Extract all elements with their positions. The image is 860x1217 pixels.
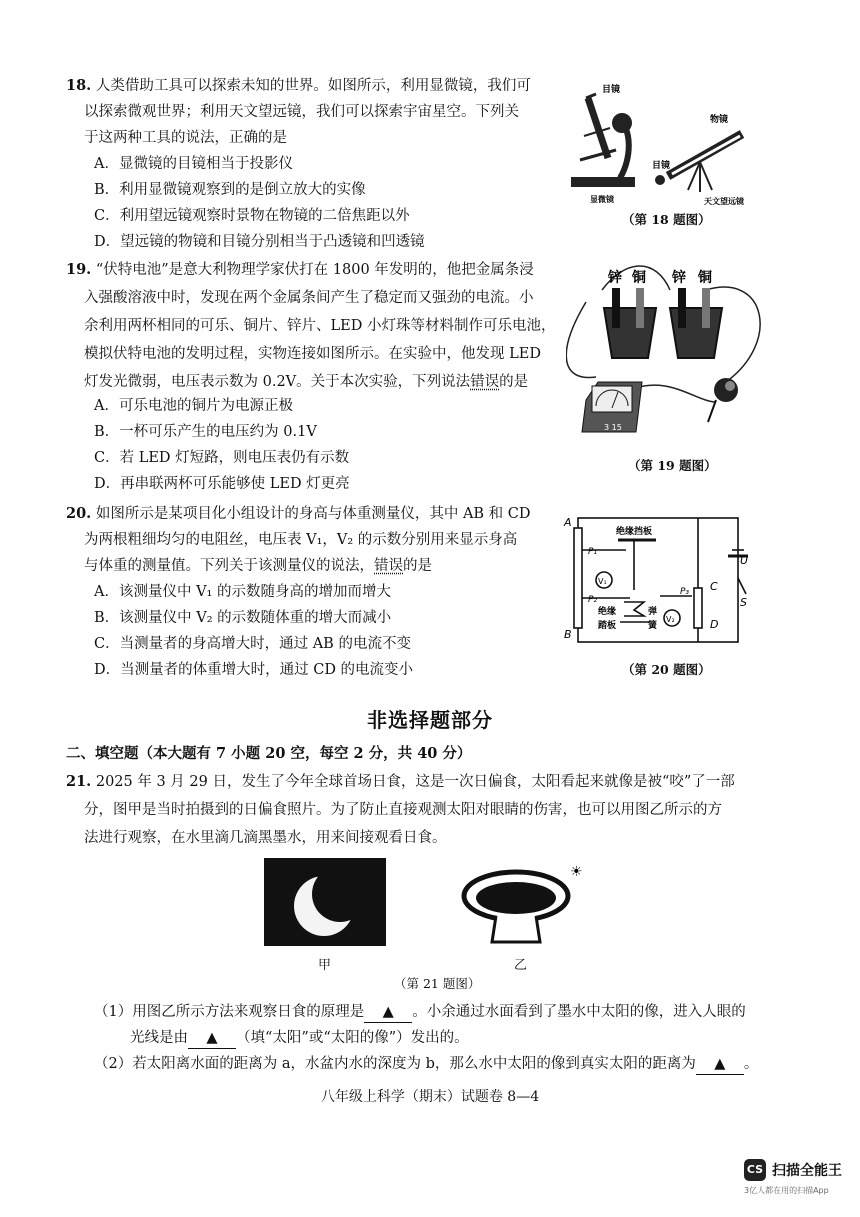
q20-option-d: D．当测量者的体重增大时，通过 CD 的电流变小 (94, 662, 414, 678)
figure-label-a: 甲 (318, 958, 332, 973)
solar-eclipse-drawing (264, 858, 386, 946)
answer-blank-1[interactable]: ▲ (364, 1002, 412, 1023)
q20-option-b: B．该测量仪中 V₂ 的示数随体重的增大而减小 (94, 610, 392, 626)
q20-figure (560, 510, 760, 650)
q20-figure-caption: （第 20 题图） (622, 662, 711, 677)
label-p1: P₁ (588, 547, 598, 557)
q19-text-1: “伏特电池”是意大利物理学家伏打在 1800 年发明的，他把金属条浸 (95, 262, 534, 278)
label-d: D (710, 618, 719, 631)
copper-label-2: 铜 (698, 270, 712, 286)
zinc-label-2: 锌 (672, 270, 686, 286)
label-spring-1: 弹 (648, 607, 658, 617)
q19-line-1 (66, 260, 534, 280)
q20-text-2: 为两根粗细均匀的电阻丝，电压表 V₁，V₂ 的示数分别用来显示身高 (84, 532, 518, 548)
microscope-drawing (572, 94, 634, 186)
led-drawing (708, 378, 738, 422)
q19-text-2: 入强酸溶液中时，发现在两个金属条间产生了稳定而又强劲的电流。小 (84, 290, 534, 306)
q18-option-b: B．利用显微镜观察到的是倒立放大的实像 (94, 182, 366, 198)
q21-text-2: 分，图甲是当时拍摄到的日偏食照片。为了防止直接观测太阳对眼睛的伤害，也可以用图乙所示的方 (84, 802, 722, 818)
answer-blank-3[interactable]: ▲ (696, 1054, 744, 1075)
q21-figure-caption: （第 21 题图） (394, 976, 481, 991)
q20-number: 20. (66, 505, 92, 522)
telescope-objective-label: 物镜 (710, 115, 729, 125)
label-u: U (740, 554, 749, 567)
q20-option-a: A．该测量仪中 V₁ 的示数随身高的增加而增大 (94, 584, 391, 600)
q21-line-1 (66, 772, 735, 792)
label-spring-2: 簧 (648, 621, 658, 631)
q19-option-d: D．再串联两杯可乐能够使 LED 灯更亮 (94, 476, 350, 492)
q19-figure-caption: （第 19 题图） (628, 458, 717, 473)
q19-number: 19. (66, 261, 92, 278)
q20-emphasis: 错误 (374, 558, 403, 574)
q20-tail: 的是 (403, 558, 432, 574)
q18-option-a: A．显微镜的目镜相当于投影仪 (94, 156, 293, 172)
scanner-app-slogan: 3亿人都在用的扫描App (744, 1186, 829, 1195)
label-plate-1: 绝缘 (598, 607, 617, 617)
q19-text-5: 灯发光微弱，电压表示数为 0.2V。关于本次实验，下列说法 (84, 374, 471, 390)
q18-figure (560, 78, 760, 213)
page-footer: 八年级上科学（期末）试题卷 8—4 (320, 1089, 540, 1105)
label-c: C (710, 580, 718, 593)
microscope-eyepiece-label: 目镜 (602, 85, 621, 95)
zinc-label-1: 锌 (608, 270, 622, 286)
q18-number: 18. (66, 77, 92, 94)
copper-label-1: 铜 (632, 270, 646, 286)
q18-text-2: 以探索微观世界；利用天文望远镜，我们可以探索宇宙星空。下列关 (84, 104, 519, 120)
scanner-app-name: 扫描全能王 (772, 1163, 842, 1179)
label-p3: P₃ (680, 587, 690, 597)
q18-option-d: D．望远镜的物镜和目镜分别相当于凸透镜和凹透镜 (94, 234, 425, 250)
label-plate-2: 踏板 (598, 621, 617, 631)
q21-text-3: 法进行观察，在水里滴几滴黑墨水，用来间接观看日食。 (84, 830, 447, 846)
voltmeter-scale-label: 3 15 (604, 423, 622, 432)
microscope-label: 显微镜 (590, 195, 614, 204)
label-p2: P₂ (588, 595, 598, 605)
scanner-watermark (744, 1159, 844, 1199)
label-b: B (564, 628, 572, 641)
telescope-eyepiece-label: 目镜 (652, 161, 671, 171)
q19-emphasis: 错误 (470, 374, 500, 390)
telescope-label: 天文望远镜 (704, 197, 744, 206)
q19-tail: 的是 (499, 374, 529, 390)
solar-eclipse-photo (264, 858, 386, 946)
q21-sub2-line (94, 1054, 758, 1075)
q21-sub1-line-2 (130, 1028, 469, 1049)
q21-sub1-text-d: （填“太阳”或“太阳的像”）发出的。 (236, 1030, 469, 1046)
cola-cup-left (604, 288, 656, 358)
q21-sub2-text-a: （2）若太阳离水面的距离为 a，水盆内水的深度为 b，那么水中太阳的像到真实太阳的距离为 (94, 1056, 696, 1072)
q19-option-a: A．可乐电池的铜片为电源正极 (94, 398, 293, 414)
water-basin-figure (460, 858, 590, 948)
q19-line-5 (84, 372, 528, 392)
q18-text-1: 人类借助工具可以探索未知的世界。如图所示，利用显微镜，我们可 (95, 78, 531, 94)
q20-line-3 (84, 556, 432, 576)
label-v1: V₁ (598, 577, 607, 586)
q21-text-1: 2025 年 3 月 29 日，发生了今年全球首场日食，这是一次日偏食，太阳看起来就像是被“咬”了一部 (95, 774, 735, 790)
scanner-logo-icon: CS (744, 1159, 766, 1181)
q18-figure-caption: （第 18 题图） (622, 212, 711, 227)
q19-figure (566, 262, 776, 452)
section-heading: 二、填空题（本大题有 7 小题 20 空，每空 2 分，共 40 分） (66, 745, 472, 762)
q21-sub1-text-a: （1）用图乙所示方法来观察日食的原理是 (94, 1004, 365, 1020)
figure-label-b: 乙 (514, 958, 528, 973)
q20-option-c: C．当测量者的身高增大时，通过 AB 的电流不变 (94, 636, 411, 652)
sun-symbol: ☀ (570, 864, 583, 880)
q21-number: 21. (66, 773, 92, 790)
section-title: 非选择题部分 (367, 708, 493, 732)
q20-text-1: 如图所示是某项目化小组设计的身高与体重测量仪，其中 AB 和 CD (95, 506, 531, 522)
q18-text-3: 于这两种工具的说法，正确的是 (84, 130, 287, 146)
label-v2: V₂ (666, 615, 675, 624)
label-a: A (564, 516, 572, 529)
q19-text-4: 模拟伏特电池的发明过程，实物连接如图所示。在实验中，他发现 LED (84, 346, 541, 362)
q19-option-b: B．一杯可乐产生的电压约为 0.1V (94, 424, 317, 440)
label-s: S (740, 596, 747, 609)
answer-blank-2[interactable]: ▲ (188, 1028, 236, 1049)
q20-line-1 (66, 504, 531, 524)
q21-sub1-line-1 (94, 1002, 746, 1023)
q21-sub1-text-b: 。小余通过水面看到了墨水中太阳的像，进入人眼的 (412, 1004, 746, 1020)
q18-option-c: C．利用望远镜观察时景物在物镜的二倍焦距以外 (94, 208, 410, 224)
q21-sub1-text-c: 光线是由 (130, 1030, 188, 1046)
q18-line-1 (66, 76, 531, 96)
q19-option-c: C．若 LED 灯短路，则电压表仍有示数 (94, 450, 350, 466)
q21-sub2-text-b: 。 (743, 1056, 759, 1072)
label-baffle: 绝缘挡板 (616, 527, 653, 537)
q19-text-3: 余利用两杯相同的可乐、铜片、锌片、LED 小灯珠等材料制作可乐电池， (84, 318, 556, 334)
cola-cup-right (670, 288, 722, 358)
q20-text-3: 与体重的测量值。下列关于该测量仪的说法， (84, 558, 374, 574)
